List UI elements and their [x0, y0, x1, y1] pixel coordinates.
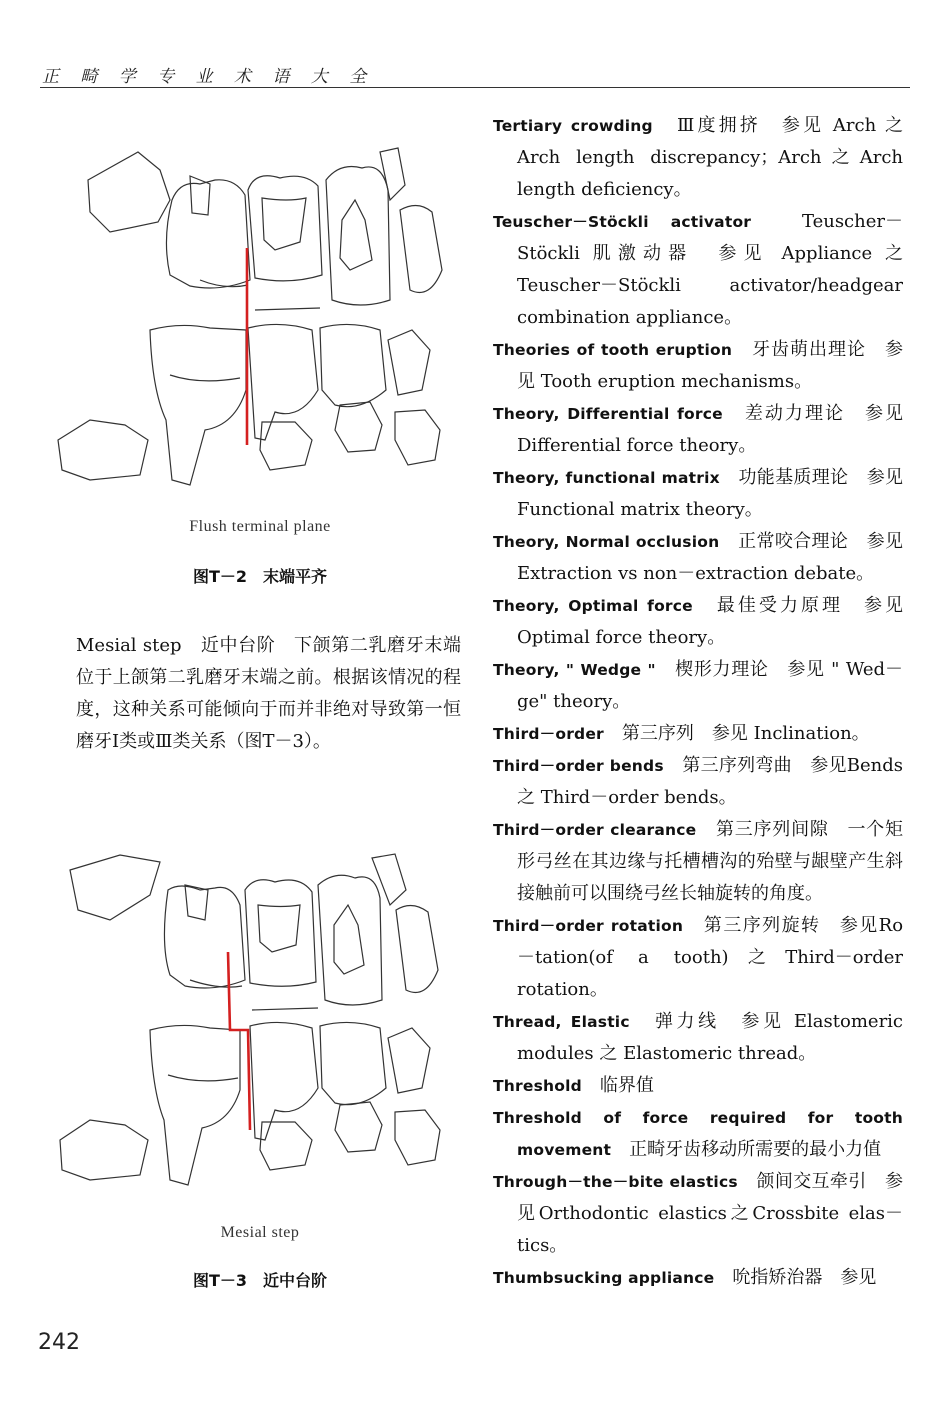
entry-definition: 参见 Appliance 之 Teuscher－Stöckli activator/headgear combination appliance。 [517, 243, 904, 328]
entry-definition: 参见 Elastomeric modules 之 Elastomeric thread。 [517, 1011, 904, 1064]
entry-definition: 参见 Differential force theory。 [517, 403, 904, 456]
entry-chinese: 第三序列弯曲 [682, 755, 792, 776]
entry-term: Third－order rotation [493, 917, 684, 935]
page-number: 242 [38, 1330, 80, 1355]
entry-chinese: 弹力线 [654, 1011, 720, 1032]
glossary-entry [493, 910, 903, 1006]
figure-t3 [50, 850, 470, 1290]
glossary-entry [493, 1006, 903, 1070]
reference-step-line [228, 952, 250, 1130]
glossary-entry [493, 1262, 903, 1294]
entry-definition: 参见 Inclination。 [711, 723, 870, 744]
entry-definition: 一个矩形弓丝在其边缘与托槽槽沟的殆壁与龈壁产生斜接触前可以围绕弓丝长轴旋转的角度。 [517, 819, 903, 904]
entry-term: Thread, Elastic [493, 1013, 630, 1031]
entry-definition: 参见Bends 之 Third－order bends。 [517, 755, 904, 808]
entry-chinese: 最佳受力原理 [716, 595, 843, 616]
glossary-entry [493, 398, 903, 462]
figure-t3-subtitle: Mesial step [220, 1224, 300, 1241]
entry-definition: 参见 Optimal force theory。 [517, 595, 904, 648]
entry-chinese: 楔形力理论 [675, 659, 769, 680]
entry-term: Tertiary crowding [493, 117, 653, 135]
glossary-column [493, 110, 903, 1294]
entry-definition: 参见 [840, 1267, 877, 1288]
figure-t2 [50, 140, 470, 600]
glossary-entry [493, 1166, 903, 1262]
entry-term: Theories of tooth eruption [493, 341, 733, 359]
glossary-entry [493, 206, 903, 334]
mesial-step-paragraph: Mesial step 近中台阶 下颌第二乳磨牙末端位于上颌第二乳磨牙末端之前。根据该情况的程度，这种关系可能倾向于而并非绝对导致第一恒磨牙Ⅰ类或Ⅲ类关系（图T－3）。 [76, 635, 461, 752]
entry-term: Third－order [493, 725, 604, 743]
entry-term: Theory, Optimal force [493, 597, 693, 615]
glossary-entry [493, 334, 903, 398]
entry-term: Theory, Differential force [493, 405, 723, 423]
glossary-entry [493, 526, 903, 590]
flush-terminal-plane-illustration [50, 140, 470, 490]
entry-definition: 参见 Functional matrix theory。 [517, 467, 904, 520]
glossary-entry [493, 590, 903, 654]
figure-t3-caption: 图T－3 近中台阶 [192, 1271, 328, 1290]
entry-chinese: 正常咬合理论 [738, 531, 849, 552]
glossary-entry [493, 1102, 903, 1166]
entry-term: Third－order clearance [493, 821, 697, 839]
entry-term: Theory, " Wedge " [493, 661, 656, 679]
entry-term: Threshold [493, 1077, 582, 1095]
glossary-entry [493, 814, 903, 910]
glossary-entry [493, 462, 903, 526]
header-rule [40, 87, 910, 88]
entry-chinese: 第三序列间隙 [715, 819, 829, 840]
entry-chinese: 第三序列旋转 [703, 915, 821, 936]
entry-definition: 参见Extraction vs non－extraction debate。 [517, 531, 904, 584]
entry-term: Thumbsucking appliance [493, 1269, 715, 1287]
glossary-entry [493, 750, 903, 814]
entry-term: Threshold of force required for tooth movement [493, 1109, 903, 1159]
entry-chinese: 临界值 [599, 1075, 654, 1096]
entry-term: Theory, functional matrix [493, 469, 720, 487]
entry-term: Third－order bends [493, 757, 664, 775]
entry-definition: 参见Ro－tation(of a tooth)之Third－order rotation。 [517, 915, 904, 1000]
entry-chinese: 功能基质理论 [738, 467, 849, 488]
entry-chinese: 牙齿萌出理论 [752, 339, 867, 360]
glossary-entry [493, 1070, 903, 1102]
glossary-entry [493, 110, 903, 206]
figure-t2-subtitle: Flush terminal plane [189, 518, 331, 535]
entry-term: Theory, Normal occlusion [493, 533, 720, 551]
entry-chinese: Ⅲ度拥挤 [677, 115, 761, 136]
entry-definition: 参见 Tooth eruption mechanisms。 [517, 339, 904, 392]
entry-chinese: Teuscher－Stöckli 肌激动器 [517, 211, 903, 264]
running-head: 正 畸 学 专 业 术 语 大 全 [42, 67, 375, 87]
entry-chinese: 颌间交互牵引 [756, 1171, 867, 1192]
entry-chinese: 差动力理论 [744, 403, 845, 424]
entry-chinese: 正畸牙齿移动所需要的最小力值 [629, 1139, 882, 1160]
figure-t2-caption: 图T－2 末端平齐 [192, 567, 328, 586]
entry-term: Through－the－bite elastics [493, 1173, 738, 1191]
entry-chinese: 吮指矫治器 [732, 1267, 823, 1288]
entry-definition: 参见 " Wed－ge" theory。 [517, 659, 904, 712]
entry-definition: 参见Orthodontic elastics之Crossbite elas－tics。 [517, 1171, 903, 1256]
glossary-entry [493, 654, 903, 718]
glossary-entry [493, 718, 903, 750]
entry-chinese: 第三序列 [621, 723, 694, 744]
entry-term: Teuscher－Stöckli activator [493, 213, 752, 231]
entry-definition: 参见 Arch 之 Arch length discrepancy；Arch之Arch length deficiency。 [517, 115, 904, 200]
mesial-step-illustration [50, 850, 470, 1190]
